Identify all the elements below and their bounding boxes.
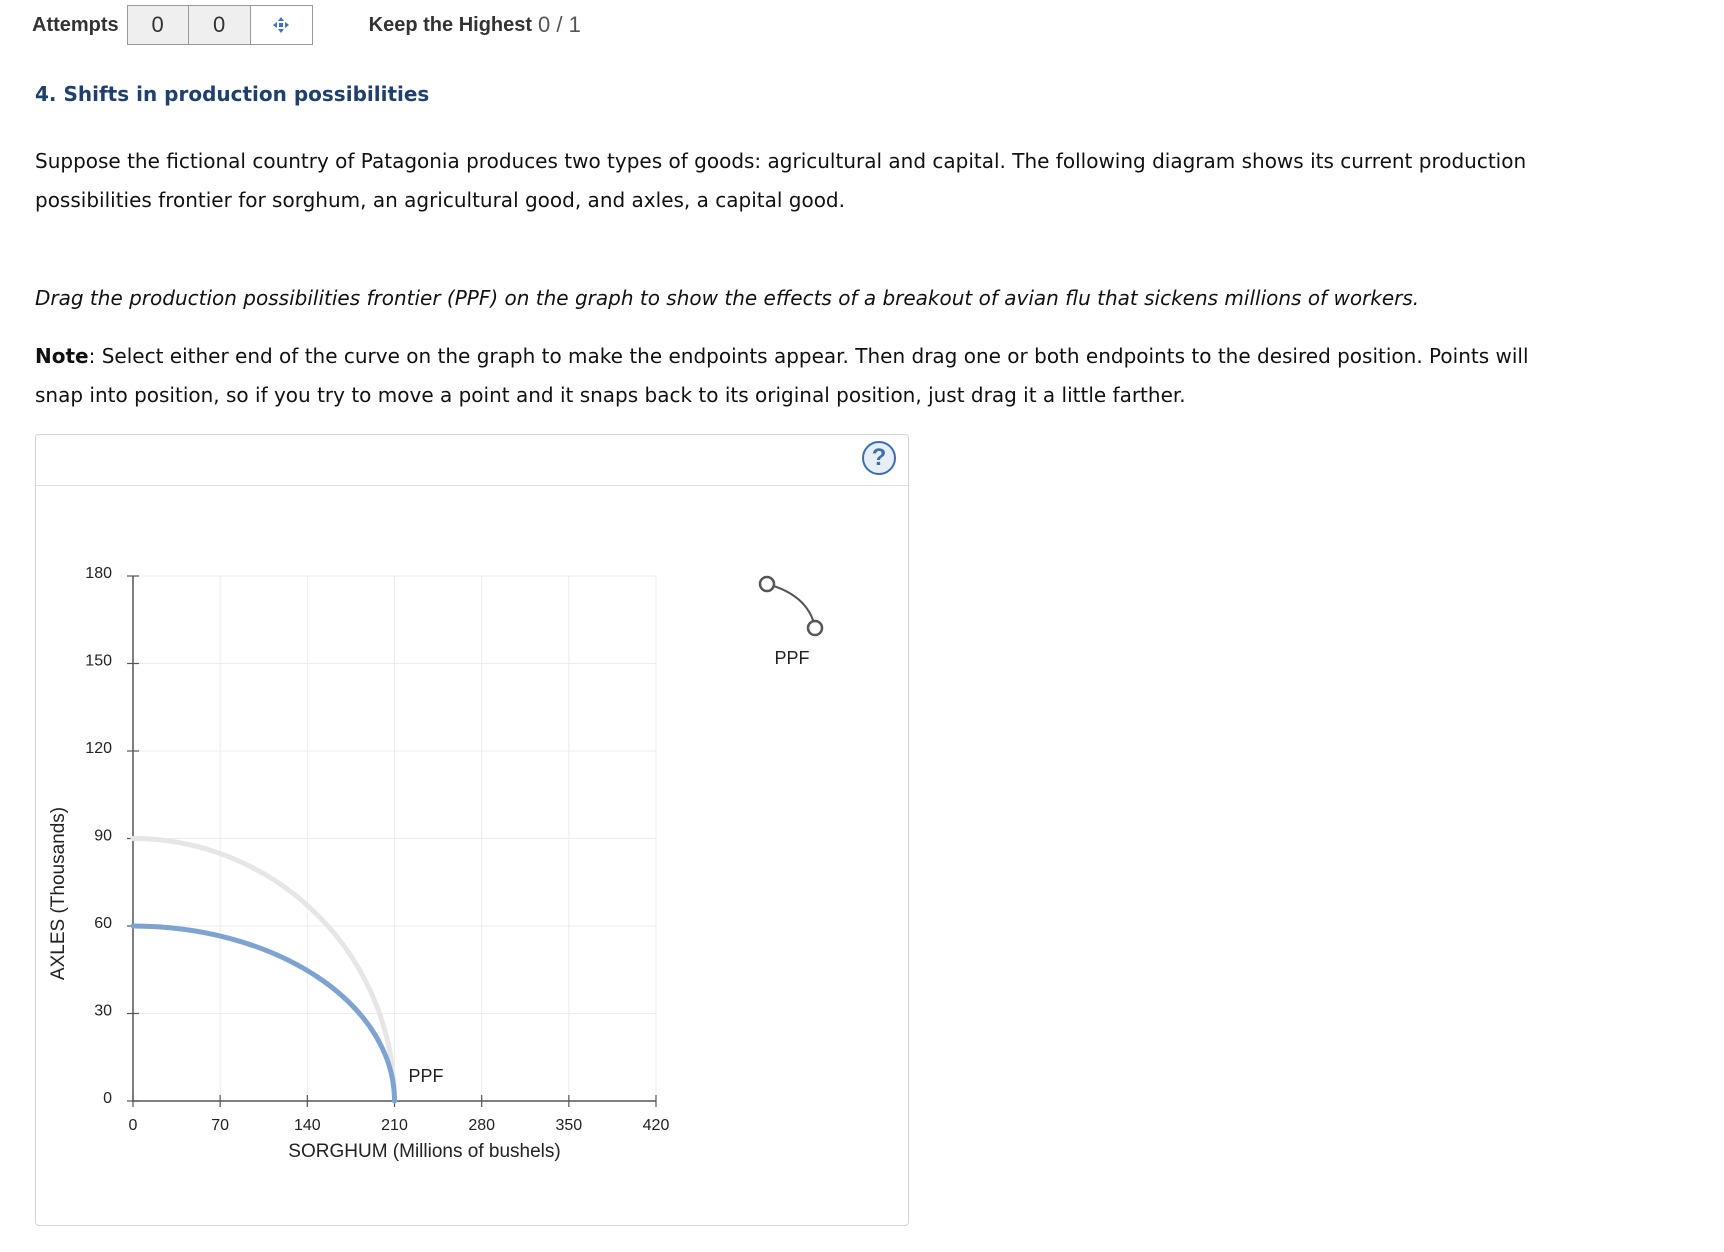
y-tick-label: 0	[103, 1090, 112, 1107]
y-tick-label: 90	[94, 827, 112, 845]
ppf-palette-tool[interactable]	[760, 577, 822, 668]
palette-label: PPF	[774, 648, 810, 668]
help-button[interactable]: ?	[862, 441, 896, 475]
x-tick-label: 280	[468, 1117, 496, 1134]
x-tick-label: 420	[642, 1117, 670, 1134]
graph-header	[36, 435, 908, 486]
note-label: Note	[35, 344, 89, 368]
move-arrows-icon	[272, 16, 290, 34]
y-axis-title: AXLES (Thousands)	[48, 806, 69, 981]
question-intro: Suppose the fictional country of Patagonia produces two types of goods: agricultural and capital. The following diagram shows its current production possibilities frontier for sorghum, an agricultural good, and axles, a capital good.	[35, 149, 1527, 212]
keep-highest-label: Keep the Highest	[368, 13, 533, 36]
y-tick-label: 60	[94, 915, 112, 932]
graph-panel	[35, 434, 909, 1226]
palette-endpoint-icon	[760, 577, 774, 591]
score-value: 0 / 1	[538, 12, 581, 37]
x-tick-label: 140	[293, 1117, 321, 1134]
original-ppf-curve	[133, 839, 395, 1102]
palette-curve-icon	[767, 584, 815, 627]
y-tick-label: 30	[94, 1002, 112, 1020]
ppf-chart	[36, 485, 908, 1225]
note-text: : Select either end of the curve on the graph to make the endpoints appear. Then drag one or both endpoints to the desired position. Points will snap into position, so if you try to move a point and it snaps back to its original position, just drag it a little farther.	[35, 344, 1529, 407]
question-title: 4. Shifts in production possibilities	[35, 82, 430, 106]
y-tick-label: 180	[85, 565, 112, 582]
x-tick-label: 350	[555, 1117, 583, 1134]
palette-endpoint-icon	[808, 621, 822, 635]
x-axis-title: SORGHUM (Millions of bushels)	[288, 1141, 561, 1162]
y-tick-label: 120	[85, 740, 112, 757]
x-tick-label: 0	[128, 1117, 138, 1134]
attempt-box-1: 0	[127, 5, 189, 45]
x-tick-label: 210	[381, 1117, 408, 1134]
attempt-box-3[interactable]	[251, 5, 313, 45]
ppf-curve-label: PPF	[408, 1066, 444, 1086]
attempts-label: Attempts	[32, 13, 119, 36]
attempts-bar	[32, 4, 581, 46]
x-tick-label: 70	[211, 1117, 230, 1134]
instruction-text: Drag the production possibilities frontier (PPF) on the graph to show the effects of a breakout of avian flu that sickens millions of workers.	[35, 286, 1420, 310]
note-paragraph	[35, 337, 1535, 415]
y-tick-label: 150	[85, 652, 112, 670]
attempt-box-2: 0	[189, 5, 251, 45]
